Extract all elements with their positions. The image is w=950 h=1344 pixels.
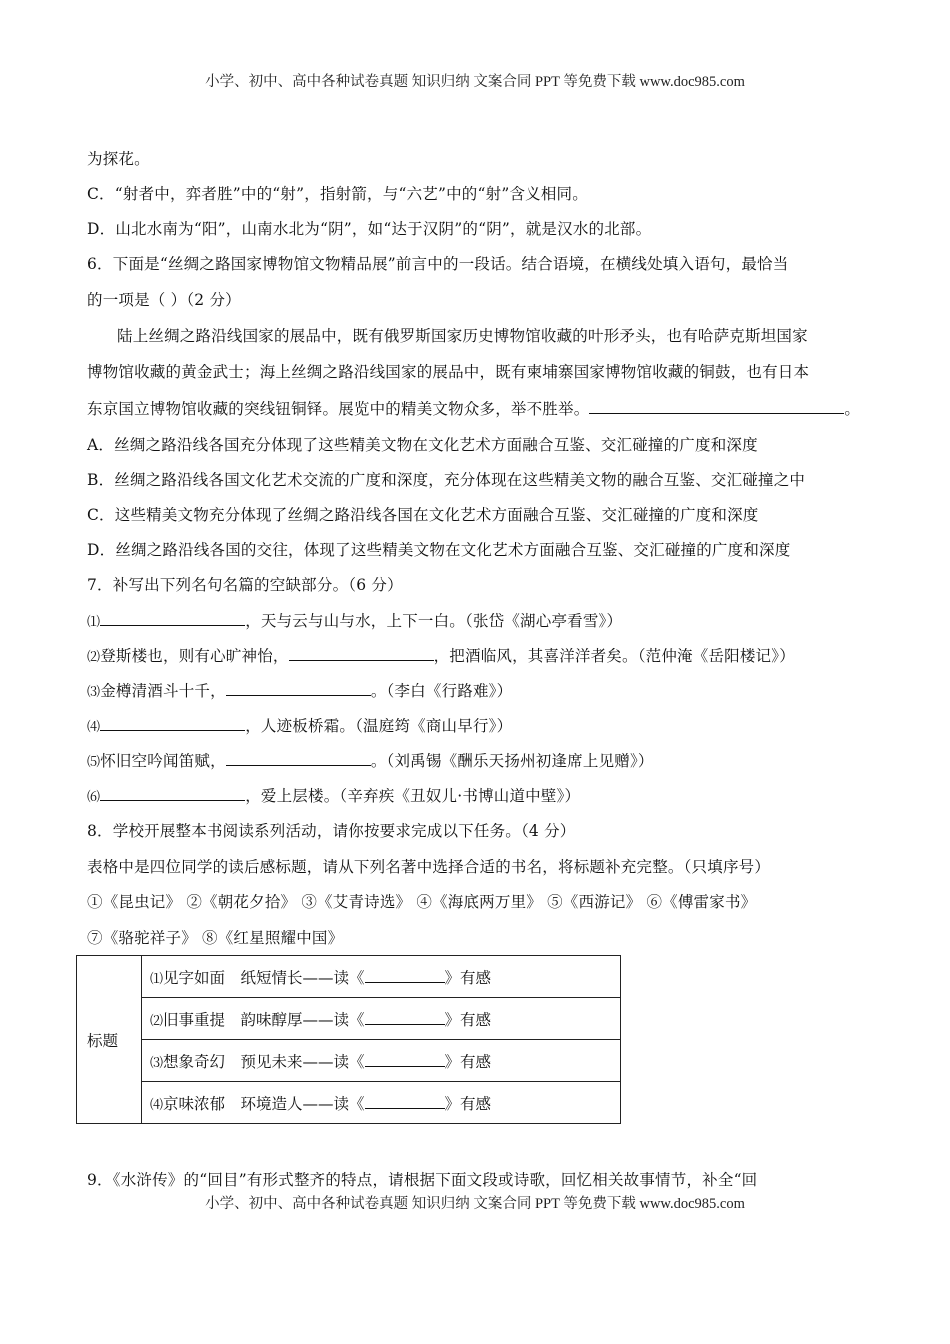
q7-item-after: 。（李白《行路难》）	[370, 682, 513, 700]
q7-item-2	[87, 644, 795, 666]
table-label: 标题	[77, 956, 142, 1124]
q8-instruction: 表格中是四位同学的读后感标题，请从下列名著中选择合适的书名，将标题补充完整。（只填序号）	[87, 858, 771, 876]
table-row	[77, 956, 621, 998]
row-title: 京味浓郁 环境造人——读《	[163, 1094, 365, 1113]
q8-title-table	[76, 955, 621, 1124]
book-blank-4[interactable]	[365, 1094, 445, 1109]
row-close: 》有感	[444, 1010, 492, 1029]
q6-passage-text: 东京国立博物馆收藏的突线钮铜铎。展览中的精美文物众多，举不胜举。	[87, 400, 590, 418]
row-num: ⑷	[150, 1097, 164, 1113]
q6-passage-line1: 陆上丝绸之路沿线国家的展品中，既有俄罗斯国家历史博物馆收藏的叶形矛头，也有哈萨克斯坦国家	[117, 327, 808, 345]
q7-item-before: 金樽清酒斗十千，	[100, 682, 226, 700]
q7-blank-1[interactable]	[100, 611, 245, 626]
q7-item-num: ⑷	[87, 720, 101, 735]
q6-stem-line2: 的一项是（ ）（2 分）	[87, 291, 241, 309]
q7-item-after: ，人迹板桥霜。（温庭筠《商山早行》）	[245, 717, 513, 735]
row-title: 见字如面 纸短情长——读《	[163, 968, 365, 987]
q7-item-num: ⑹	[87, 790, 101, 805]
q7-item-5	[87, 749, 654, 771]
row-close: 》有感	[444, 1052, 492, 1071]
table-cell	[142, 1082, 621, 1124]
q5-option-c: C．“射者中，弈者胜”中的“射”，指射箭，与“六艺”中的“射”含义相同。	[87, 185, 588, 203]
q7-item-6	[87, 784, 580, 806]
q7-item-before: 登斯楼也，则有心旷神怡，	[100, 647, 289, 665]
row-title: 旧事重提 韵味醇厚——读《	[163, 1010, 365, 1029]
row-num: ⑶	[150, 1055, 164, 1071]
table-row	[77, 998, 621, 1040]
row-close: 》有感	[444, 968, 492, 987]
q7-item-num: ⑵	[87, 650, 101, 665]
row-title: 想象奇幻 预见未来——读《	[163, 1052, 365, 1071]
q9-stem: 9．《水浒传》的“回目”有形式整齐的特点，请根据下面文段或诗歌，回忆相关故事情节，补全“回	[87, 1171, 758, 1189]
q7-blank-5[interactable]	[226, 751, 371, 766]
q6-answer-blank[interactable]	[589, 399, 844, 414]
q7-item-after: 。（刘禹锡《酬乐天扬州初逢席上见赠》）	[370, 752, 654, 770]
q6-passage-line3	[87, 397, 860, 419]
q7-item-after: ，爱上层楼。（辛弃疾《丑奴儿·书博山道中壁》）	[245, 787, 581, 805]
q7-item-num: ⑶	[87, 685, 101, 700]
row-num: ⑵	[150, 1013, 164, 1029]
q7-item-before: 怀旧空吟闻笛赋，	[100, 752, 226, 770]
q6-option-d: D．丝绸之路沿线各国的交往，体现了这些精美文物在文化艺术方面融合互鉴、交汇碰撞的广度和深度	[87, 541, 791, 559]
q6-passage-end: 。	[844, 400, 861, 418]
table-cell	[142, 1040, 621, 1082]
table-cell	[142, 998, 621, 1040]
q7-blank-6[interactable]	[100, 786, 245, 801]
q7-item-4	[87, 714, 512, 736]
q7-item-after: ，把酒临风，其喜洋洋者矣。（范仲淹《岳阳楼记》）	[433, 647, 795, 665]
book-blank-1[interactable]	[365, 968, 445, 983]
q7-item-after: ，天与云与山与水，上下一白。（张岱《湖心亭看雪》）	[245, 612, 623, 630]
row-num: ⑴	[150, 971, 164, 987]
book-blank-3[interactable]	[365, 1052, 445, 1067]
book-blank-2[interactable]	[365, 1010, 445, 1025]
table-row	[77, 1040, 621, 1082]
q7-blank-4[interactable]	[100, 716, 245, 731]
q7-blank-2[interactable]	[289, 646, 434, 661]
row-close: 》有感	[444, 1094, 492, 1113]
table-row	[77, 1082, 621, 1124]
q8-books-line2: ⑦《骆驼祥子》 ⑧《红星照耀中国》	[87, 929, 344, 947]
q6-option-b: B．丝绸之路沿线各国文化艺术交流的广度和深度，充分体现在这些精美文物的融合互鉴、交汇碰撞之中	[87, 471, 806, 489]
q7-item-num: ⑴	[87, 615, 101, 630]
page-header: 小学、初中、高中各种试卷真题 知识归纳 文案合同 PPT 等免费下载 www.doc985.com	[205, 74, 745, 90]
q7-item-num: ⑸	[87, 755, 101, 770]
q7-stem: 7．补写出下列名句名篇的空缺部分。（6 分）	[87, 576, 403, 594]
q7-blank-3[interactable]	[226, 681, 371, 696]
q8-books-line1: ①《昆虫记》 ②《朝花夕拾》 ③《艾青诗选》 ④《海底两万里》 ⑤《西游记》 ⑥《傅雷家书》	[87, 893, 757, 911]
page-footer: 小学、初中、高中各种试卷真题 知识归纳 文案合同 PPT 等免费下载 www.doc985.com	[205, 1196, 745, 1212]
q8-stem: 8．学校开展整本书阅读系列活动，请你按要求完成以下任务。（4 分）	[87, 822, 576, 840]
table-cell	[142, 956, 621, 998]
q7-item-1	[87, 609, 622, 631]
q6-passage-line2: 博物馆收藏的黄金武士；海上丝绸之路沿线国家的展品中，既有柬埔寨国家博物馆收藏的铜鼓，也有日本	[87, 363, 810, 381]
q7-item-3	[87, 679, 512, 701]
q5-option-d: D．山北水南为“阳”，山南水北为“阴”，如“达于汉阴”的“阴”，就是汉水的北部。	[87, 220, 652, 238]
q6-option-c: C．这些精美文物充分体现了丝绸之路沿线各国在文化艺术方面融合互鉴、交汇碰撞的广度和深度	[87, 506, 759, 524]
q5-continuation: 为探花。	[87, 150, 150, 168]
q6-option-a: A．丝绸之路沿线各国充分体现了这些精美文物在文化艺术方面融合互鉴、交汇碰撞的广度和深度	[87, 436, 758, 454]
q6-stem-line1: 6．下面是“丝绸之路国家博物馆文物精品展”前言中的一段话。结合语境，在横线处填入语句，最恰当	[87, 255, 789, 273]
